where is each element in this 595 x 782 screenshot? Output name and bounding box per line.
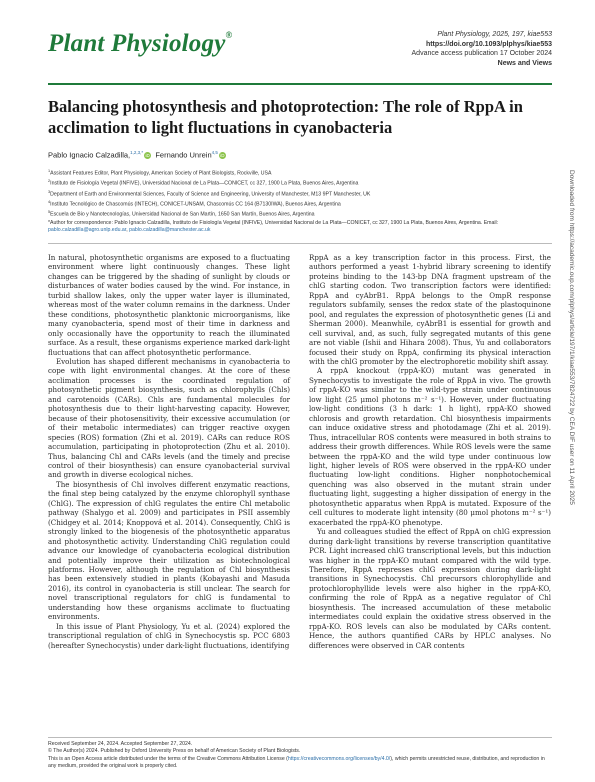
download-sidebar: Downloaded from https://academic.oup.com/plphys/article/197/1/kiae553/7824722 by CEA DIF user on 11 April 2025 [568, 170, 575, 505]
footer [48, 741, 553, 771]
affiliation-item: $^4$Instituto Tecnológico de Chascomús (INTECH), CONICET-UNSAM, Chascomús CC 164 (B7130IWA), Buenos Aires, Argentina [48, 199, 341, 208]
author-line [48, 150, 226, 160]
author-2[interactable]: Fernando Unrein [155, 150, 212, 160]
email-link[interactable]: pablo.calzadilla@manchester.ac.uk [129, 227, 211, 234]
body-paragraph: In natural, photosynthetic organisms are exposed to a fluctuating environment where light continuously changes. These light changes can be triggered by the shading of sunlight by clouds or disturbances of water bodies caused by the wind. For instance, in turbid shallow lakes, only the upper water layer is illuminated, whereas most of the water column remains in the darkness. Under these conditions, photosynthetic planktonic microorganisms, like many cyanobacteria, spend most of their time in darkness and only occasionally have the opportunity to reach the illuminated surface. As a result, these organisms experience marked dark-light fluctuations that can affect photosynthetic performance. [48, 253, 290, 357]
email-link[interactable]: pablo.calzadilla@agro.unlp.edu.ar [48, 227, 127, 234]
body-paragraph: Evolution has shaped different mechanisms in cyanobacteria to cope with light environmental changes. At the core of these acclimation processes is the coordinated regulation of photosynthetic pigment biosynthesis, such as chlorophylls (Chls) and carotenoids (CARs). Chls are fundamental molecules for photosynthesis due to their light-harvesting capacity. However, because of their photosensitivity, their excessive accumulation (or of their metabolic intermediates) can trigger reactive oxygen species (ROS) formation (Zhi et al. 2019). CARs can reduce ROS accumulation, participating in photoprotection (Zhu et al. 2010). Thus, balancing Chl and CARs levels (and the timely and precise control of their biosynthesis) can ensure cyanobacterial survival and growth in diverse ecological niches. [48, 356, 290, 480]
orcid-icon[interactable]: iD [145, 153, 150, 159]
body-paragraph: Yu and colleagues studied the effect of RppA on chlG expression during dark-light transitions by reverse transcription quantitative PCR. Light increased chlG transcriptional levels, but this induction was higher in the rppA-KO mutant compared with the wild type. Therefore, RppA represses chlG expression during dark-light transitions in Synechocystis. Chl precursors chlorophyllide and protochlorophyllide levels were also higher in the rppA-KO, confirming the role of RppA as a negative regulator of Chl biosynthesis. The increased accumulation of these metabolic intermediates could explain the oxidative stress observed in the rppA-KO. ROS levels can also be modulated by CARs content. Hence, the authors quantified CARs by HPLC analyses. No differences were observed in CAR contents [309, 527, 551, 650]
doi-link[interactable]: https://doi.org/10.1093/plphys/kiae553 [425, 40, 552, 48]
footer-rule [48, 737, 552, 738]
body-paragraph: A rppA knockout (rppA-KO) mutant was generated in Synechocystis to investigate the role of RppA in vivo. The growth of rppA-KO was similar to the wild-type strain under continuous low light (25 μmol photons m⁻² s⁻¹). However, under fluctuating low-light conditions (3 h dark: 1 h light), rppA-KO showed chlorosis and growth retardation. Chl biosynthesis impairments can induce oxidative stress and photodamage (Zhi et al. 2019). Thus, intracellular ROS contents were measured in both strains to address their growth differences. While ROS levels were the same between the rppA-KO and the wild type under continuous low light, higher levels of ROS were observed in the rppA-KO under fluctuating low-light conditions. Higher nonphotochemical quenching was also observed in the mutant strain under fluctuating light, suggesting a higher dissipation of energy in the photosynthetic apparatus when RppA is mutated. Exposure of the cell cultures to moderate light intensity (80 μmol photons m⁻² s⁻¹) exacerbated the rppA-KO phenotype. [309, 366, 551, 527]
author-1[interactable]: Pablo Ignacio Calzadilla, [48, 150, 131, 160]
affiliation-item: $^5$Escuela de Bio y Nanotecnologías, Universidad Nacional de San Martín, 1650 San Martín, Buenos Aires, Argentina [48, 210, 315, 219]
body-paragraph: The biosynthesis of Chl involves different enzymatic reactions, the final step being catalyzed by the enzyme chlorophyll synthase (ChlG). The expression of chlG regulates the entire Chl metabolic pathway (Shalygo et al. 2009) and participates in PSII assembly (Chidgey et al. 2014; Knoppová et al. 2014). Consequently, ChlG is strongly linked to the biogenesis of the photosynthetic apparatus and photosynthetic activity. Understanding ChlG regulation could advance our knowledge of cyanobacteria ecological distribution and potentially improve their utilization as biotechnological platforms. However, although the regulation of Chl biosynthesis has been extensively studied in plants (Kobayashi and Masuda 2016), its control in cyanobacteria is still unclear. The search for novel transcriptional regulators for chlG is fundamental to understanding how these organisms acclimate to fluctuating environments. [48, 479, 290, 622]
body-column-left [48, 253, 290, 650]
section-rule [48, 243, 552, 244]
body-column-right [309, 253, 551, 650]
affiliations [48, 168, 548, 235]
author-1-affil: 1,2,3,* [130, 150, 144, 155]
body-paragraph: In this issue of Plant Physiology, Yu et al. (2024) explored the transcriptional regulation of chlG in Synechocystis sp. PCC 6803 (hereafter Synechocystis) under dark-light fluctuations, identifying [48, 621, 290, 650]
author-2-affil: 4,5 [211, 150, 218, 155]
affiliation-item: $^2$Instituto de Fisiología Vegetal (INFIVE), Universidad Nacional de La Plata—CONICET, cc 327, 1900 La Plata, Buenos Aires, Argentina [48, 179, 359, 188]
received-dates: Received September 24, 2024. Accepted September 27, 2024. [48, 741, 193, 747]
advance-access: Advance access publication 17 October 2024 [411, 50, 552, 57]
orcid-icon[interactable]: iD [220, 153, 225, 159]
license-link[interactable]: https://creativecommons.org/licenses/by/4.0/ [287, 755, 391, 762]
license: This is an Open Access article distributed under the terms of the Creative Commons Attribution License (https://creativecommons.org/licenses/by/4.0/), which permits unrestricted reuse, distribution, and reproduction in any medium, provided the original work is properly cited. [48, 755, 545, 770]
affiliation-item: $^1$Assistant Features Editor, Plant Physiology, American Society of Plant Biologists, Rockville, USA [48, 169, 272, 177]
correspondence: *Author for correspondence: Pablo Ignacio Calzadilla, Instituto de Fisiología Vegetal (INFIVE), Universidad Nacional de La Plata—CONICET, cc 327, 1900 La Plata, Buenos Aires, Argentina. Email: pablo.calzadilla@agro.unlp.edu.ar, pablo.calzadilla@manchester.ac.uk [48, 219, 499, 234]
citation: Plant Physiology, 2025, 197, kiae553 [437, 31, 552, 38]
body-paragraph: RppA as a key transcription factor in this process. First, the authors performed a yeast 1-hybrid library screening to identify proteins binding to the 143-bp DNA fragment upstream of the chlG starting codon. Two transcription factors were identified: RppA and cyAbrB1. RppA belongs to the OmpR response regulators subfamily, senses the redox state of the plastoquinone pool, and regulates the expression of photosynthetic genes (Li and Sherman 2000). Meanwhile, cyAbrB1 is essential for growth and cell survival, and, as such, fully segregated mutants of this gene are not viable (Ishii and Hihara 2008). Thus, Yu and collaborators focused their study on RppA, confirming its physical interaction with the chlG promoter by the electrophoretic mobility shift assay. [309, 253, 551, 366]
header-meta [412, 30, 552, 68]
header-rule [48, 83, 552, 85]
section-label: News and Views [497, 59, 552, 67]
copyright: © The Author(s) 2024. Published by Oxford University Press on behalf of American Society of Plant Biologists. [48, 748, 301, 755]
article-title: Balancing photosynthesis and photoprotection: The role of RppA in acclimation to light fluctuations in cyanobacteria [48, 97, 523, 137]
affiliation-item: $^3$Department of Earth and Environmental Sciences, Faculty of Science and Engineering, University of Manchester, M13 9PT Manchester, UK [48, 189, 371, 198]
journal-logo[interactable]: Plant Physiology® [48, 30, 233, 57]
